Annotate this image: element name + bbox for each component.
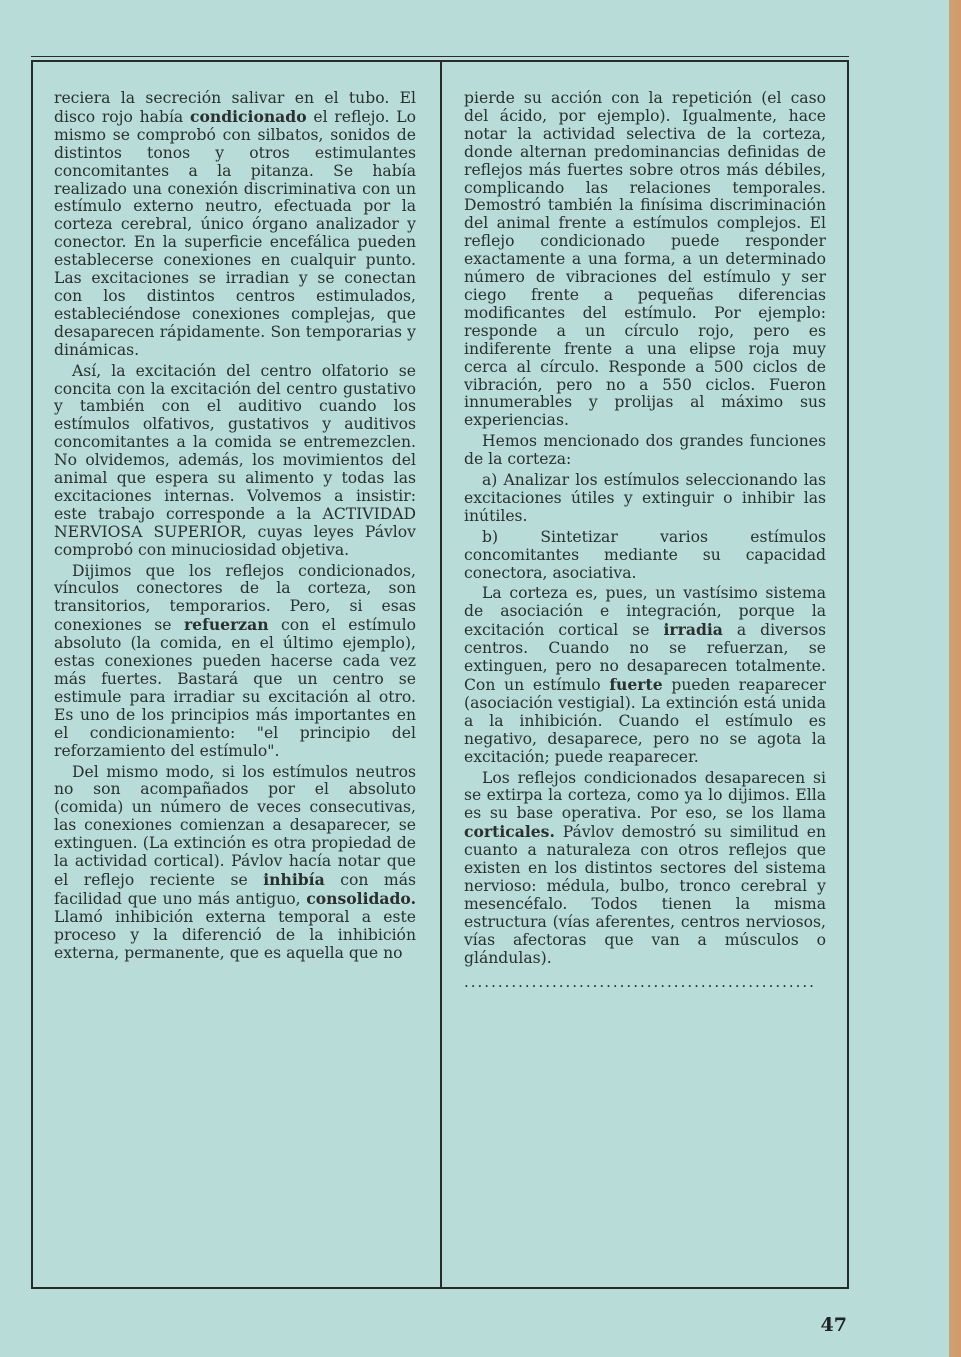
- paragraph: Hemos mencionado dos grandes funciones de la corteza:: [464, 432, 826, 469]
- page-number: 47: [820, 1314, 847, 1336]
- list-item: a) Analizar los estímulos seleccionando las excitaciones útiles y extinguir o inhibir las inútiles.: [464, 471, 826, 525]
- paragraph: Así, la excitación del centro olfatorio se concita con la excitación del centro gustativo y también con el auditivo cuando los estímulos olfativos, gustativos y auditivos concomitantes a la comida se entremezclen. No olvidemos, además, los movimientos del animal que espera su alimento y todas las excitaciones internas. Volvemos a insistir: este trabajo corresponde a la ACTIVIDAD NERVIOSA SUPERIOR, cuyas leyes Pávlov comprobó con minuciosidad objetiva.: [54, 361, 416, 559]
- right-column: [464, 90, 826, 991]
- list-item: b) Sintetizar varios estímulos concomitantes mediante su capacidad conectora, asociativa.: [464, 527, 826, 582]
- emphasis: corticales.: [464, 822, 555, 842]
- emphasis: condicionado: [189, 106, 307, 126]
- emphasis: irradia: [663, 620, 723, 640]
- text-frame: [31, 60, 849, 1289]
- paragraph: Los reflejos condicionados desaparecen si se extirpa la corteza, como ya lo dijimos. Ella es su base operativa. Por eso, se los llama corticales. Pávlov demostró su similitud en cuanto a naturaleza con otros reflejos que existen en los distintos sectores del sistema nervioso: médula, bulbo, tronco cerebral y mesencéfalo. Todos tienen la misma estructura (vías aferentes, centros nerviosos, vías afectoras que van a músculos o glándulas).: [464, 768, 826, 967]
- emphasis: fuerte: [609, 675, 663, 694]
- emphasis: consolidado.: [306, 888, 416, 908]
- emphasis: inhibía: [263, 869, 325, 889]
- emphasis: refuerzan: [183, 615, 269, 635]
- paragraph: Del mismo modo, si los estímulos neutros no son acompañados por el absoluto (comida) un número de veces consecutivas, las conexiones comienzan a desaparecer, se extinguen. (La extinción es otra propiedad de la actividad cortical). Pávlov hacía notar que el reflejo reciente se inhibía con más facilidad que uno más antiguo, consolidado. Llamó inhibición externa temporal a este proceso y la diferenció de la inhibición externa, permanente, que es aquella que no: [54, 762, 416, 962]
- paragraph: reciera la secreción salivar en el tubo. El disco rojo había condicionado el reflejo. Lo mismo se comprobó con silbatos, sonidos de distintos tonos y otros estimulantes concomitantes a la pitanza. Se había realizado una conexión discriminativa con un estímulo externo neutro, efectuada por la corteza cerebral, único órgano analizador y conector. En la superficie encefálica pueden establecerse conexiones en cualquir punto. Las excitaciones se irradian y se conectan con los distintos centros estimulados, estableciéndose conexiones complejas, que desaparecen rápidamente. Son temporarias y dinámicas.: [54, 89, 416, 359]
- left-column: [54, 90, 416, 963]
- page-edge: [949, 0, 961, 1357]
- paragraph: La corteza es, pues, un vastísimo sistema de asociación e integración, porque la excitación cortical se irradia a diversos centros. Cuando no se refuerzan, se extinguen, pero no desaparecen totalmente. Con un estímulo fuerte pueden reaparecer (asociación vestigial). La extinción está unida a la inhibición. Cuando el estímulo es negativo, desaparece, pero no se agota la excitación; puede reaparecer.: [464, 584, 826, 766]
- paragraph: pierde su acción con la repetición (el caso del ácido, por ejemplo). Igualmente, hace notar la actividad selectiva de la corteza, donde alternan predominancias definidas de reflejos más fuertes sobre otros más débiles, complicando las relaciones temporales. Demostró también la finísima discriminación del animal frente a estímulos complejos. El reflejo condicionado puede responder exactamente a una forma, a un determinado número de vibraciones del estímulo y ser ciego frente a pequeñas diferencias modificantes del estímulo. Por ejemplo: responde a un círculo rojo, pero es indiferente frente a una elipse roja muy cerca al círculo. Responde a 500 ciclos de vibración, pero no a 550 ciclos. Fueron innumerables y prolijas al máximo sus experiencias.: [464, 89, 826, 430]
- column-divider: [440, 62, 442, 1287]
- paragraph: Dijimos que los reflejos condicionados, vínculos conectores de la corteza, son transitorios, temporarios. Pero, si esas conexiones se refuerzan con el estímulo absoluto (la comida, en el último ejemplo), estas conexiones pueden hacerse cada vez más fuertes. Bastará que un centro se estimule para irradiar su excitación al otro. Es uno de los principios más importantes en el condicionamiento: "el principio del reforzamiento del estímulo".: [54, 561, 416, 760]
- section-separator: ....................................................: [464, 973, 816, 991]
